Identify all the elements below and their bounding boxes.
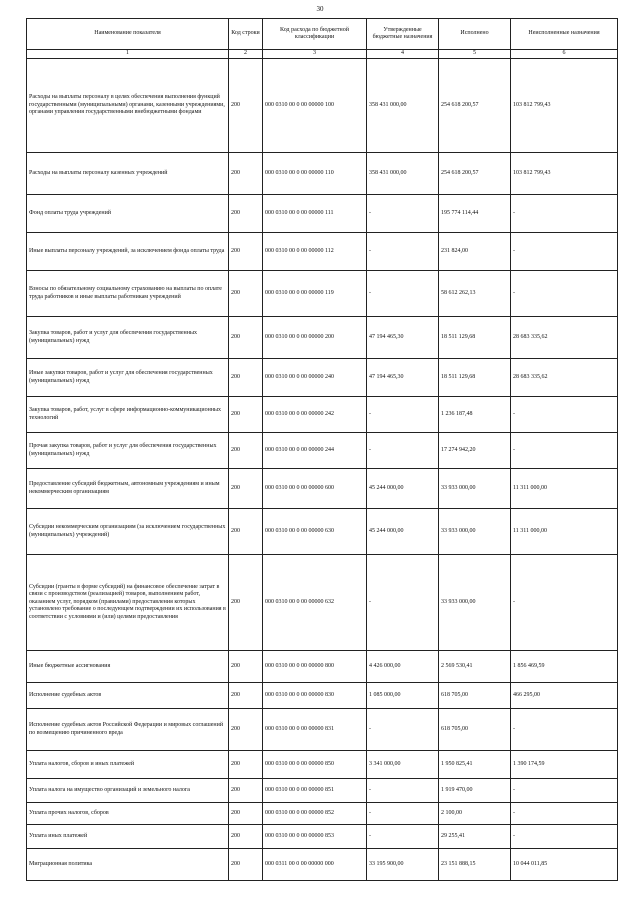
row-approved: 45 244 000,00 <box>367 509 439 555</box>
row-name: Расходы на выплаты персоналу казенных учреждений <box>27 153 229 195</box>
table-row <box>27 359 618 397</box>
row-name: Фонд оплаты труда учреждений <box>27 195 229 233</box>
row-approved: 3 341 000,00 <box>367 751 439 779</box>
row-name: Расходы на выплаты персоналу в целях обеспечения выполнения функций государственными (муниципальными) органами, казенными учреждениями, органами управления государственными внебюджетными фондами <box>27 59 229 153</box>
table-row <box>27 849 618 881</box>
row-name: Иные закупки товаров, работ и услуг для обеспечения государственных (муниципальных) нужд <box>27 359 229 397</box>
row-kbk: 000 0310 00 0 00 00000 240 <box>263 359 367 397</box>
row-kbk: 000 0310 00 0 00 00000 100 <box>263 59 367 153</box>
row-kbk: 000 0310 00 0 00 00000 119 <box>263 271 367 317</box>
row-kbk: 000 0310 00 0 00 00000 111 <box>263 195 367 233</box>
row-line-code: 200 <box>229 825 263 849</box>
row-name: Субсидии некоммерческим организациям (за исключением государственных (муниципальных) учреждений) <box>27 509 229 555</box>
column-number: 5 <box>439 50 511 59</box>
row-executed: 1 950 825,41 <box>439 751 511 779</box>
table-row <box>27 555 618 651</box>
row-name: Исполнение судебных актов Российской Федерации и мировых соглашений по возмещению причиненного вреда <box>27 709 229 751</box>
row-line-code: 200 <box>229 555 263 651</box>
table-row <box>27 825 618 849</box>
row-approved: 33 195 900,00 <box>367 849 439 881</box>
row-executed: 58 612 262,13 <box>439 271 511 317</box>
row-approved: - <box>367 195 439 233</box>
table-row <box>27 153 618 195</box>
table-row <box>27 779 618 803</box>
row-kbk: 000 0310 00 0 00 00000 800 <box>263 651 367 683</box>
row-kbk: 000 0310 00 0 00 00000 110 <box>263 153 367 195</box>
row-line-code: 200 <box>229 849 263 881</box>
row-approved: 47 194 465,30 <box>367 317 439 359</box>
row-kbk: 000 0310 00 0 00 00000 600 <box>263 469 367 509</box>
row-unexecuted: 466 295,00 <box>511 683 618 709</box>
row-approved: - <box>367 233 439 271</box>
row-name: Миграционная политика <box>27 849 229 881</box>
row-approved: 4 426 000,00 <box>367 651 439 683</box>
row-name: Уплата иных платежей <box>27 825 229 849</box>
row-executed: 618 705,00 <box>439 709 511 751</box>
table-row <box>27 803 618 825</box>
row-executed: 17 274 942,20 <box>439 433 511 469</box>
row-name: Субсидии (гранты в форме субсидий) на финансовое обеспечение затрат в связи с производством (реализацией) товаров, выполнением работ, оказанием услуг, порядком (правилами) предоставления которых установлено требование о последующем подтверждении их использования в соответствии с условиями и (или) целями предоставления <box>27 555 229 651</box>
row-line-code: 200 <box>229 153 263 195</box>
header-executed: Исполнено <box>439 19 511 50</box>
row-kbk: 000 0310 00 0 00 00000 242 <box>263 397 367 433</box>
row-executed: 33 933 000,00 <box>439 469 511 509</box>
row-name: Закупка товаров, работ и услуг для обеспечения государственных (муниципальных) нужд <box>27 317 229 359</box>
table-row <box>27 509 618 555</box>
table-row <box>27 271 618 317</box>
table-row <box>27 397 618 433</box>
row-executed: 254 618 200,57 <box>439 153 511 195</box>
row-executed: 18 511 129,68 <box>439 317 511 359</box>
row-kbk: 000 0310 00 0 00 00000 851 <box>263 779 367 803</box>
row-name: Взносы по обязательному социальному страхованию на выплаты по оплате труда работников и иные выплаты работникам учреждений <box>27 271 229 317</box>
row-executed: 618 705,00 <box>439 683 511 709</box>
row-name: Исполнение судебных актов <box>27 683 229 709</box>
row-unexecuted: - <box>511 555 618 651</box>
row-approved: 358 431 000,00 <box>367 59 439 153</box>
row-line-code: 200 <box>229 317 263 359</box>
row-unexecuted: 1 856 469,59 <box>511 651 618 683</box>
row-line-code: 200 <box>229 779 263 803</box>
table-row <box>27 751 618 779</box>
row-kbk: 000 0310 00 0 00 00000 852 <box>263 803 367 825</box>
row-kbk: 000 0310 00 0 00 00000 831 <box>263 709 367 751</box>
table-header-row <box>27 19 618 50</box>
row-approved: - <box>367 779 439 803</box>
row-kbk: 000 0310 00 0 00 00000 830 <box>263 683 367 709</box>
budget-execution-table <box>26 18 618 881</box>
row-approved: - <box>367 397 439 433</box>
row-name: Иные выплаты персоналу учреждений, за исключением фонда оплаты труда <box>27 233 229 271</box>
row-approved: - <box>367 709 439 751</box>
row-line-code: 200 <box>229 195 263 233</box>
table-row <box>27 317 618 359</box>
row-executed: 1 919 470,00 <box>439 779 511 803</box>
row-unexecuted: - <box>511 825 618 849</box>
row-executed: 2 569 530,41 <box>439 651 511 683</box>
row-unexecuted: 11 311 000,00 <box>511 509 618 555</box>
table-row <box>27 651 618 683</box>
table-row <box>27 59 618 153</box>
row-line-code: 200 <box>229 803 263 825</box>
row-approved: 45 244 000,00 <box>367 469 439 509</box>
row-line-code: 200 <box>229 359 263 397</box>
row-executed: 23 151 888,15 <box>439 849 511 881</box>
row-unexecuted: - <box>511 397 618 433</box>
row-line-code: 200 <box>229 59 263 153</box>
column-number-row <box>27 50 618 59</box>
row-unexecuted: 103 812 799,43 <box>511 59 618 153</box>
table-row <box>27 709 618 751</box>
row-unexecuted: 1 390 174,59 <box>511 751 618 779</box>
row-line-code: 200 <box>229 651 263 683</box>
row-unexecuted: 10 044 011,85 <box>511 849 618 881</box>
row-kbk: 000 0310 00 0 00 00000 244 <box>263 433 367 469</box>
column-number: 6 <box>511 50 618 59</box>
table-row <box>27 683 618 709</box>
row-executed: 18 511 129,68 <box>439 359 511 397</box>
row-name: Предоставление субсидий бюджетным, автономным учреждениям и иным некоммерческим организациям <box>27 469 229 509</box>
header-name: Наименование показателя <box>27 19 229 50</box>
row-kbk: 000 0310 00 0 00 00000 850 <box>263 751 367 779</box>
row-kbk: 000 0310 00 0 00 00000 853 <box>263 825 367 849</box>
row-line-code: 200 <box>229 509 263 555</box>
row-approved: - <box>367 271 439 317</box>
row-unexecuted: - <box>511 709 618 751</box>
row-approved: 47 194 465,30 <box>367 359 439 397</box>
row-unexecuted: 28 683 335,62 <box>511 317 618 359</box>
table-row <box>27 195 618 233</box>
header-approved: Утвержденные бюджетные назначения <box>367 19 439 50</box>
row-line-code: 200 <box>229 271 263 317</box>
header-unexecuted: Неисполненные назначения <box>511 19 618 50</box>
row-line-code: 200 <box>229 751 263 779</box>
row-approved: - <box>367 825 439 849</box>
row-executed: 33 933 000,00 <box>439 555 511 651</box>
row-executed: 29 255,41 <box>439 825 511 849</box>
row-executed: 231 824,00 <box>439 233 511 271</box>
row-kbk: 000 0310 00 0 00 00000 112 <box>263 233 367 271</box>
row-kbk: 000 0310 00 0 00 00000 200 <box>263 317 367 359</box>
row-approved: - <box>367 803 439 825</box>
page-number: 30 <box>316 5 324 13</box>
row-unexecuted: 103 812 799,43 <box>511 153 618 195</box>
row-name: Иные бюджетные ассигнования <box>27 651 229 683</box>
row-name: Закупка товаров, работ, услуг в сфере информационно-коммуникационных технологий <box>27 397 229 433</box>
column-number: 4 <box>367 50 439 59</box>
row-unexecuted: - <box>511 433 618 469</box>
row-unexecuted: 28 683 335,62 <box>511 359 618 397</box>
table-row <box>27 469 618 509</box>
row-name: Уплата налогов, сборов и иных платежей <box>27 751 229 779</box>
column-number: 1 <box>27 50 229 59</box>
row-unexecuted: - <box>511 195 618 233</box>
header-kbk: Код расхода по бюджетной классификации <box>263 19 367 50</box>
row-executed: 254 618 200,57 <box>439 59 511 153</box>
row-approved: - <box>367 555 439 651</box>
row-line-code: 200 <box>229 683 263 709</box>
row-name: Уплата прочих налогов, сборов <box>27 803 229 825</box>
column-number: 2 <box>229 50 263 59</box>
row-line-code: 200 <box>229 469 263 509</box>
row-approved: 358 431 000,00 <box>367 153 439 195</box>
table-row <box>27 433 618 469</box>
table-row <box>27 233 618 271</box>
table-body <box>27 59 618 881</box>
row-kbk: 000 0310 00 0 00 00000 632 <box>263 555 367 651</box>
row-approved: - <box>367 433 439 469</box>
row-line-code: 200 <box>229 233 263 271</box>
row-approved: 1 085 000,00 <box>367 683 439 709</box>
row-name: Прочая закупка товаров, работ и услуг для обеспечения государственных (муниципальных) нужд <box>27 433 229 469</box>
row-unexecuted: - <box>511 271 618 317</box>
row-kbk: 000 0311 00 0 00 00000 000 <box>263 849 367 881</box>
row-name: Уплата налога на имущество организаций и земельного налога <box>27 779 229 803</box>
row-unexecuted: 11 311 000,00 <box>511 469 618 509</box>
row-unexecuted: - <box>511 803 618 825</box>
column-number: 3 <box>263 50 367 59</box>
row-line-code: 200 <box>229 397 263 433</box>
row-unexecuted: - <box>511 233 618 271</box>
row-unexecuted: - <box>511 779 618 803</box>
row-executed: 195 774 114,44 <box>439 195 511 233</box>
header-line-code: Код строки <box>229 19 263 50</box>
row-line-code: 200 <box>229 709 263 751</box>
row-executed: 1 236 187,48 <box>439 397 511 433</box>
row-line-code: 200 <box>229 433 263 469</box>
row-kbk: 000 0310 00 0 00 00000 630 <box>263 509 367 555</box>
row-executed: 33 933 000,00 <box>439 509 511 555</box>
row-executed: 2 100,00 <box>439 803 511 825</box>
